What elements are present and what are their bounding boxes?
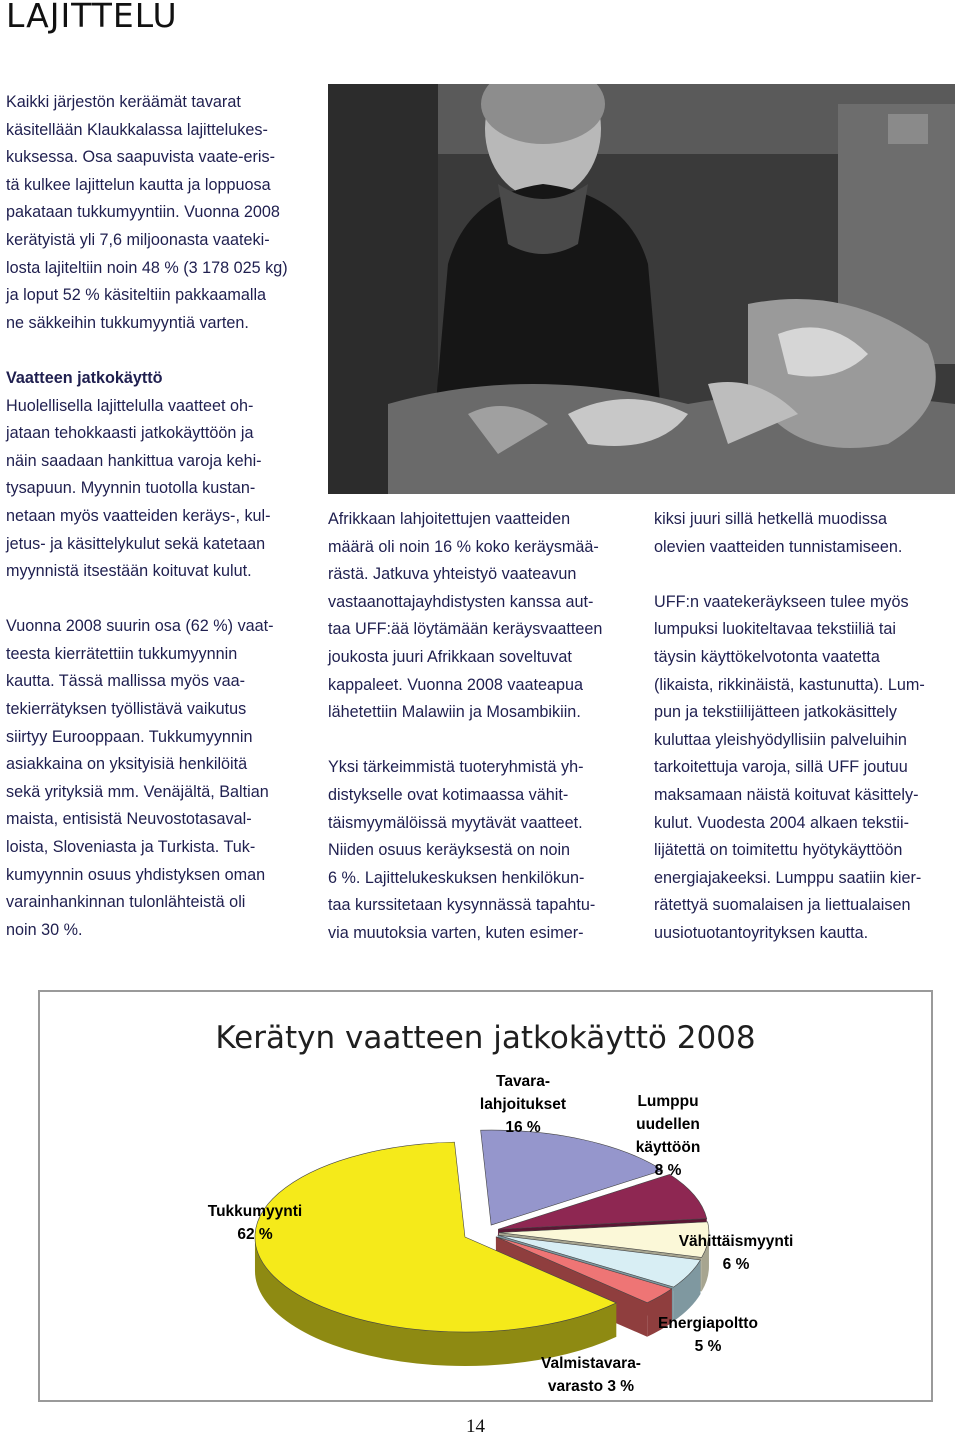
text-line: uusiotuotantoyrityksen kautta.	[654, 923, 869, 942]
text-line: kuksessa. Osa saapuvista vaate-eris-	[6, 148, 276, 167]
text-line: netaan myös vaatteiden keräys-, kul-	[6, 506, 271, 525]
pie-label-5	[638, 1312, 778, 1358]
text-line: teesta kierrätettiin tukkumyynnin	[6, 644, 238, 663]
pie-label-line: Vähittäismyynti	[678, 1233, 794, 1250]
text-line: Huolellisella lajittelulla vaatteet oh-	[6, 396, 254, 415]
text-line: täysin käyttökelvotonta vaatetta	[654, 647, 880, 666]
page-number: 14	[466, 1416, 485, 1437]
pie-chart-frame	[38, 990, 933, 1402]
text-line: distykselle ovat kotimaassa vähit-	[328, 785, 569, 804]
text-line: rästä. Jatkuva yhteistyö vaateavun	[328, 565, 577, 584]
text-line: losta lajiteltiin noin 48 % (3 178 025 kg)	[6, 258, 288, 277]
text-line: lähetettiin Malawiin ja Mosambikiin.	[328, 703, 581, 722]
text-line: joukosta juuri Afrikkaan soveltuvat	[328, 647, 572, 666]
photo-illustration	[328, 84, 955, 494]
text-line: kumyynnin osuus yhdistyksen oman	[6, 865, 266, 884]
text-line: määrä oli noin 16 % koko keräysmää-	[328, 537, 599, 556]
pie-label-line: Tukkumyynti	[207, 1203, 303, 1220]
chart-title: Kerätyn vaatteen jatkokäyttö 2008	[215, 1020, 756, 1056]
pie-label-line: 16 %	[505, 1119, 541, 1136]
pie-label-line: 5 %	[694, 1338, 722, 1355]
text-line: olevien vaatteiden tunnistamiseen.	[654, 537, 903, 556]
text-line: ja loput 52 % käsiteltiin pakkaamalla	[6, 286, 267, 305]
pie-label-6	[526, 1352, 656, 1398]
text-line: loista, Sloveniasta ja Turkista. Tuk-	[6, 838, 256, 857]
pie-label-line: uudellen	[636, 1116, 700, 1133]
text-line: näin saadaan hankittua varoja kehi-	[6, 451, 262, 470]
text-line: kautta. Tässä mallissa myös vaa-	[6, 672, 246, 691]
text-line: maksamaan näistä koituvat käsittely-	[654, 785, 919, 804]
text-line: 6 %. Lajittelukeskuksen henkilökun-	[328, 868, 585, 887]
column-1	[6, 89, 306, 944]
text-line: siirtyy Eurooppaan. Tukkumyynnin	[6, 727, 253, 746]
text-line: kerätyistä yli 7,6 miljoonasta vaateki-	[6, 230, 270, 249]
text-line: Niiden osuus keräyksestä on noin	[328, 841, 571, 860]
pie-chart	[40, 992, 931, 1400]
text-line: kulut. Vuodesta 2004 alkaen tekstii-	[654, 813, 909, 832]
text-line: Yksi tärkeimmistä tuoteryhmistä yh-	[328, 758, 584, 777]
text-line: rätettyä suomalaisen ja liettualaisen	[654, 896, 911, 915]
text-line: UFF:n vaatekeräykseen tulee myös	[654, 592, 909, 611]
paragraph	[654, 589, 954, 948]
text-line: taa kurssitetaan kysynnässä tapahtu-	[328, 896, 596, 915]
text-line: kappaleet. Vuonna 2008 vaateapua	[328, 675, 584, 694]
paragraph	[6, 393, 306, 586]
pie-label-line: lahjoitukset	[479, 1096, 567, 1113]
text-line: myynnistä itsestään koituvat kulut.	[6, 562, 252, 581]
text-line: ne säkkeihin tukkumyyntiä varten.	[6, 313, 249, 332]
text-line: noin 30 %.	[6, 920, 83, 939]
intro-paragraph	[6, 89, 306, 337]
text-line: sekä yrityksiä mm. Venäjältä, Baltian	[6, 782, 269, 801]
text-line: Afrikkaan lahjoitettujen vaatteiden	[328, 510, 571, 528]
text-line: Kaikki järjestön keräämät tavarat	[6, 93, 241, 111]
subheading: Vaatteen jatkokäyttö	[6, 368, 163, 387]
text-line: pakataan tukkumyyntiin. Vuonna 2008	[6, 203, 280, 222]
pie-label-line: Energiapoltto	[658, 1315, 758, 1332]
text-line: (likaista, rikkinäistä, kastunutta). Lum-	[654, 675, 925, 694]
pie-label-line: Tavara-	[496, 1073, 550, 1090]
text-line: kiksi juuri sillä hetkellä muodissa	[654, 510, 888, 528]
paragraph	[328, 506, 628, 727]
text-line: energiajakeeksi. Lumppu saatiin kier-	[654, 868, 922, 887]
text-line: jataan tehokkaasti jatkokäyttöön ja	[6, 424, 254, 443]
column-2	[328, 506, 628, 948]
paragraph	[328, 754, 628, 947]
text-line: varainhankinnan tulonlähteistä oli	[6, 893, 246, 912]
text-line: Vuonna 2008 suurin osa (62 %) vaat-	[6, 617, 274, 636]
text-line: tarkoitettuja varoja, sillä UFF joutuu	[654, 758, 908, 777]
pie-label-3	[618, 1090, 718, 1182]
pie-label-line: Lumppu	[637, 1093, 699, 1110]
page-title: LAJITTELU	[6, 0, 178, 35]
text-line: kuluttaa yleishyödyllisiin palveluihin	[654, 730, 907, 749]
pie-label-4	[656, 1230, 816, 1276]
text-line: lumpuksi luokiteltavaa tekstiiliä tai	[654, 620, 897, 639]
photo	[328, 84, 955, 494]
text-line: asiakkaina on yksityisiä henkilöitä	[6, 755, 248, 774]
text-line: taa UFF:ää löytämään keräysvaatteen	[328, 620, 603, 639]
text-line: maista, entisistä Neuvostotasaval-	[6, 810, 252, 829]
pie-label-line: 62 %	[237, 1226, 273, 1243]
column-3	[654, 506, 954, 948]
text-line: täismyymälöissä myytävät vaatteet.	[328, 813, 583, 832]
text-line: tekierrätyksen työllistävä vaikutus	[6, 700, 247, 719]
text-line: tä kulkee lajittelun kautta ja loppuosa	[6, 175, 271, 194]
text-line: käsitellään Klaukkalassa lajittelukes-	[6, 120, 268, 139]
pie-label-line: 6 %	[722, 1256, 750, 1273]
text-line: via muutoksia varten, kuten esimer-	[328, 923, 584, 942]
paragraph	[654, 506, 954, 561]
pie-label-2	[468, 1070, 578, 1139]
text-line: lijätettä on toimitettu hyötykäyttöön	[654, 841, 903, 860]
text-line: vastaanottajayhdistysten kanssa aut-	[328, 592, 594, 611]
pie-label-line: käyttöön	[635, 1139, 701, 1156]
pie-label-line: 8 %	[654, 1162, 682, 1179]
pie-label-line: Valmistavara-	[541, 1355, 641, 1372]
text-line: tysapuun. Myynnin tuotolla kustan-	[6, 479, 256, 498]
text-line: jetus- ja käsittelykulut sekä katetaan	[6, 534, 266, 553]
pie-label-line: varasto 3 %	[547, 1378, 635, 1395]
paragraph	[6, 613, 306, 944]
text-line: pun ja tekstiilijätteen jatkokäsittely	[654, 703, 897, 722]
pie-label-1	[190, 1200, 320, 1246]
